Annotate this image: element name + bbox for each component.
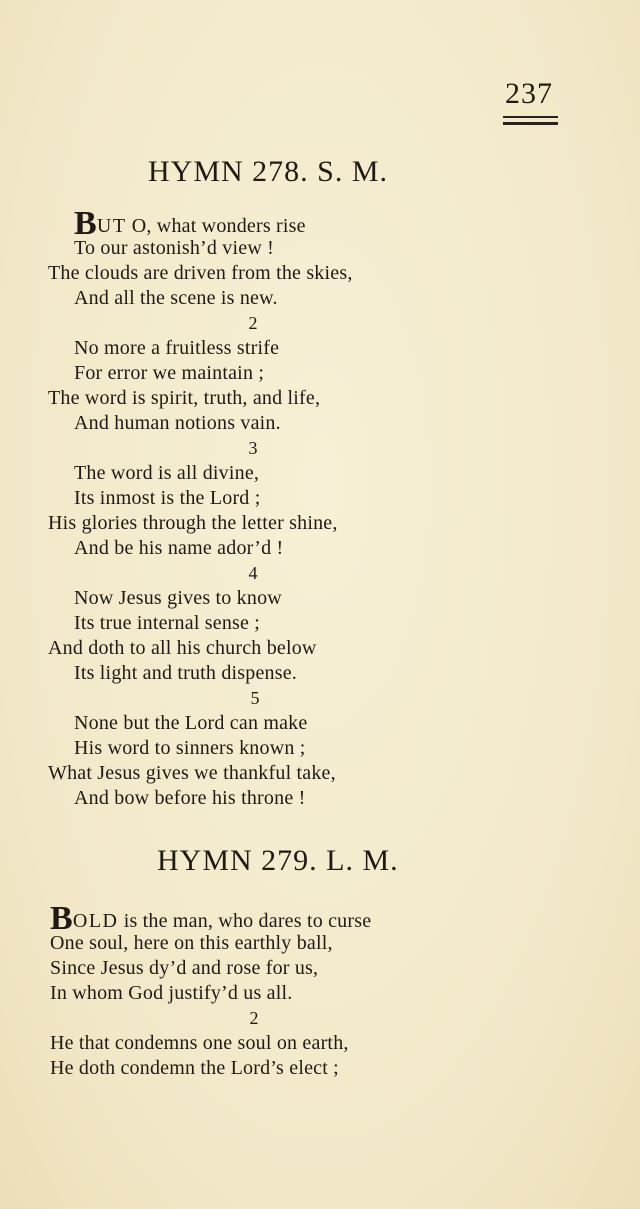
verse-line: Its light and truth dispense. (74, 662, 297, 684)
first-line-rest: O, what wonders rise (126, 215, 306, 237)
verse-line: Since Jesus dy’d and rose for us, (50, 957, 319, 979)
page-number: 237 (505, 77, 553, 110)
verse-line: The word is all divine, (74, 462, 260, 484)
verse-line: His glories through the letter shine, (48, 512, 338, 534)
small-caps: UT (96, 215, 127, 237)
stanza-number: 4 (248, 563, 258, 583)
verse-line: And doth to all his church below (48, 637, 317, 659)
header-rule (503, 116, 558, 118)
verse-line: Its true internal sense ; (74, 612, 261, 634)
verse-line: What Jesus gives we thankful take, (48, 762, 336, 784)
first-line-rest: is the man, who dares to curse (118, 910, 372, 932)
stanza-number: 5 (250, 688, 260, 708)
verse-line: None but the Lord can make (74, 712, 308, 734)
verse-line: The clouds are driven from the skies, (48, 262, 353, 284)
verse-line: He that condemns one soul on earth, (50, 1032, 349, 1054)
verse-line-first (74, 205, 306, 242)
stanza-number: 2 (248, 313, 258, 333)
verse-line: The word is spirit, truth, and life, (48, 387, 321, 409)
verse-line: For error we maintain ; (74, 362, 265, 384)
verse-line: His word to sinners known ; (74, 737, 306, 759)
verse-line: And be his name ador’d ! (74, 537, 284, 559)
hymn-heading: HYMN 278. S. M. (148, 155, 389, 188)
verse-line: No more a fruitless strife (74, 337, 280, 359)
header-rule (503, 122, 558, 125)
verse-line: Now Jesus gives to know (74, 587, 282, 609)
verse-line: One soul, here on this earthly ball, (50, 932, 333, 954)
stanza-number: 2 (249, 1008, 259, 1028)
verse-line: And human notions vain. (74, 412, 281, 434)
verse-line-first (50, 900, 372, 937)
verse-line: In whom God justify’d us all. (50, 982, 293, 1004)
verse-line: To our astonish’d view ! (74, 237, 275, 259)
small-caps: OLD (72, 910, 119, 932)
hymn-heading: HYMN 279. L. M. (157, 844, 399, 877)
drop-cap: B (50, 900, 73, 937)
drop-cap: B (74, 205, 97, 242)
verse-line: He doth condemn the Lord’s elect ; (50, 1057, 339, 1079)
verse-line: And all the scene is new. (74, 287, 278, 309)
stanza-number: 3 (248, 438, 258, 458)
verse-line: And bow before his throne ! (74, 787, 306, 809)
verse-line: Its inmost is the Lord ; (74, 487, 261, 509)
